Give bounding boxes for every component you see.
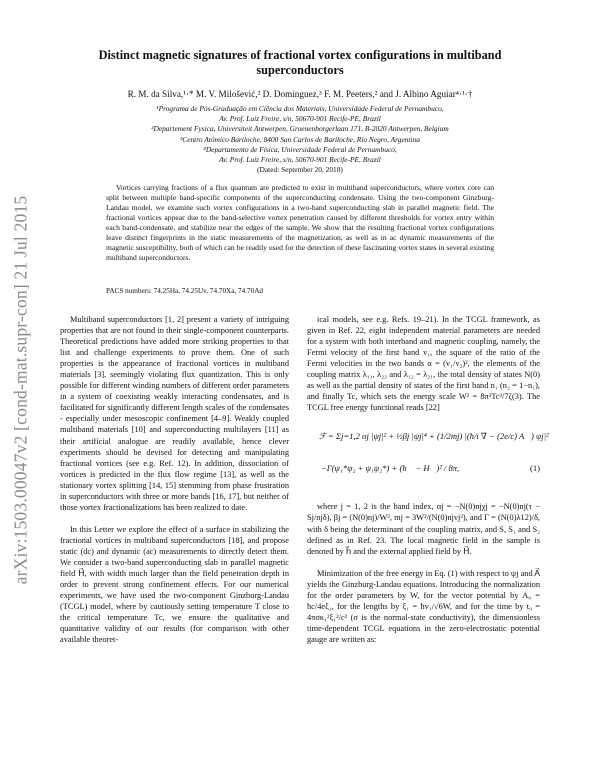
pacs-numbers: PACS numbers: 74.25Ha, 74.25Uv, 74.70Xa, 74.70Ad [106, 287, 263, 295]
paper-title: Distinct magnetic signatures of fractional vortex configurations in multiband superconductors [98, 48, 502, 77]
body-paragraph: In this Letter we explore the effect of a surface in stabilizing the fractional vortices in multiband superconductors [18], and propose static (dc) and dynamic (ac) measurements to directly detect them. We consider a two-band superconducting slab in parallel magnetic field H⃗, with width much larger than the field penetration depth in order to prevent strong confinement effects. For our numerical experiments, we have used the two-component Ginzburg-Landau (TCGL) model, where by cautiously setting temperature T close to the critical temperature Tc, we ensure the qualitative and quantitative validity of our results (for comparison with other available theoret- [60, 524, 289, 645]
equation-line: −Γ(ψ₁*ψ₂ + ψ₁ψ₂*) + (h⃗ − H⃗)² / 8π, [321, 463, 460, 474]
body-paragraph: ical models, see e.g. Refs. 19–21). In the TCGL framework, as given in Ref. 22, eight independent material parameters are needed for a system with both interband and magnetic coupling, namely, the Fermi velocity of the first band v₁, the square of the ratio of the Fermi velocities in the two bands α = (v₁/v₂)², the elements of the coupling matrix λ₁₁, λ₂₂ and λ₁₂ = λ₂₁, the total density of states N(0) as well as the partial density of states of the first band n₁ (n₂ = 1−n₁), and finally Tc, which sets the energy scale W² = 8π²Tc²/7ζ(3). The TCGL free energy functional reads [22] [307, 315, 540, 413]
affiliation-line: ²Departement Fysica, Universiteit Antwerpen, Groenenborgerlaan 171, B-2020 Antwerpen, Belgium [151, 124, 449, 134]
body-paragraph: where j = 1, 2 is the band index, αj = −N(0)njχj = −N(0)nj(τ − Sj/njδ), βj = (N(0)nj)/W², mj = 3W²/(N(0)njvj²), and Γ = (N(0)λ12)/δ, with δ being the determinant of the coupling matrix, and S, S₁ and S₂ defined as in Ref. 23. The local magnetic field in the sample is denoted by h⃗ and the external applied field by H⃗. [307, 502, 540, 556]
affiliations [40, 104, 560, 175]
left-column [60, 314, 289, 645]
affiliation-line: ⁴Departamento de Física, Universidade Federal de Pernambuco, [203, 144, 397, 154]
equation-line: ℱ = Σj=1,2 αj |ψj|² + ½βj |ψj|⁴ + (1/2mj) |(ħ/i ∇ − (2e/c) A⃗) ψj|² [319, 431, 549, 442]
arxiv-sidebar-stamp [6, 160, 36, 620]
author-list: R. M. da Silva,¹·* M. V. Milošević,² D. Domínguez,³ F. M. Peeters,² and J. Albino Aguiar⁴·¹·† [127, 89, 473, 99]
free-energy-equation [307, 423, 549, 493]
affiliation-line: Av. Prof. Luiz Freire, s/n, 50670-901 Recife-PE, Brazil [219, 114, 381, 124]
date-line: (Dated: September 20, 2018) [257, 165, 343, 175]
body-paragraph: Minimization of the free energy in Eq. (1) with respect to ψj and A⃗ yields the Ginzburg-Landau equations. Introducing the normalization for the order parameters by W, for the vector potential by A₀ = ħc/4eξ₁, for the lengths by ξ₁ = ħv₁/√6W, and for the time by t₀ = 4πσκ₁²ξ₁²/c² (σ is the normal-state conductivity), the dimensionless time-dependent TCGL equations in the zero-electrostatic potential gauge are written as: [307, 568, 540, 644]
right-column [307, 314, 549, 645]
affiliation-line: Av. Prof. Luiz Freire, s/n, 50670-901 Recife-PE, Brazil [219, 155, 381, 165]
affiliation-line: ¹Programa de Pós-Graduação em Ciência dos Materiais, Universidade Federal de Pernambuco, [156, 104, 444, 113]
body-paragraph: Multiband superconductors [1, 2] present a variety of intriguing properties that are not found in their single-component counterparts. Theoretical predictions have added more striking properties to that list and challenge experiments to prove them. One of such properties is the appearance of fractional vortices in multiband materials [3], seemingly violating flux quantization. This is only possible for different winding numbers of different order parameters in a system of coexisting weakly interacting condensates, and is facilitated for significantly different length scales of the condensates - especially under mesoscopic confinement [4–9]. Weakly coupled multiband materials [10] and superconducting multilayers [11] as their artificial analogue are readily available, hence clever experiments should be devised for detecting and manipulating fractional vortices (see e.g. Ref. 12). In addition, dissociation of vortices is predicted in the flux flow regime [13], as well as the stationary vortex splitting [14, 15] stemming from phase frustration in superconductors with three or more bands [16, 17], but neither of those vortex fractionalizations has been realized to date. [60, 315, 289, 512]
abstract: Vortices carrying fractions of a flux quantum are predicted to exist in multiband superconductors, where vortex core can split between multiple band-specific components of the superconducting condensate. Using the two-component Ginzburg-Landau model, we examine such vortex configurations in a two-band superconducting slab in parallel magnetic field. The fractional vortices appear due to the band-selective vortex penetration caused by different thresholds for vortex entry within each band-condensate, and stabilize near the edges of the sample. We show that the resulting fractional vortex configurations leave distinct fingerprints in the static measurements of the magnetization, as well as in ac dynamic measurements of the magnetic susceptibility, both of which can be readily used for the detection of these fascinating vortex states in several existing multiband superconductors. [106, 183, 494, 263]
equation-number: (1) [529, 463, 540, 474]
affiliation-line: ³Centro Atómico Bariloche, 8400 San Carlos de Bariloche, Río Negro, Argentina [180, 134, 420, 144]
arxiv-identifier: arXiv:1503.00047v2 [cond-mat.supr-con] 21 Jul 2015 [10, 195, 31, 585]
